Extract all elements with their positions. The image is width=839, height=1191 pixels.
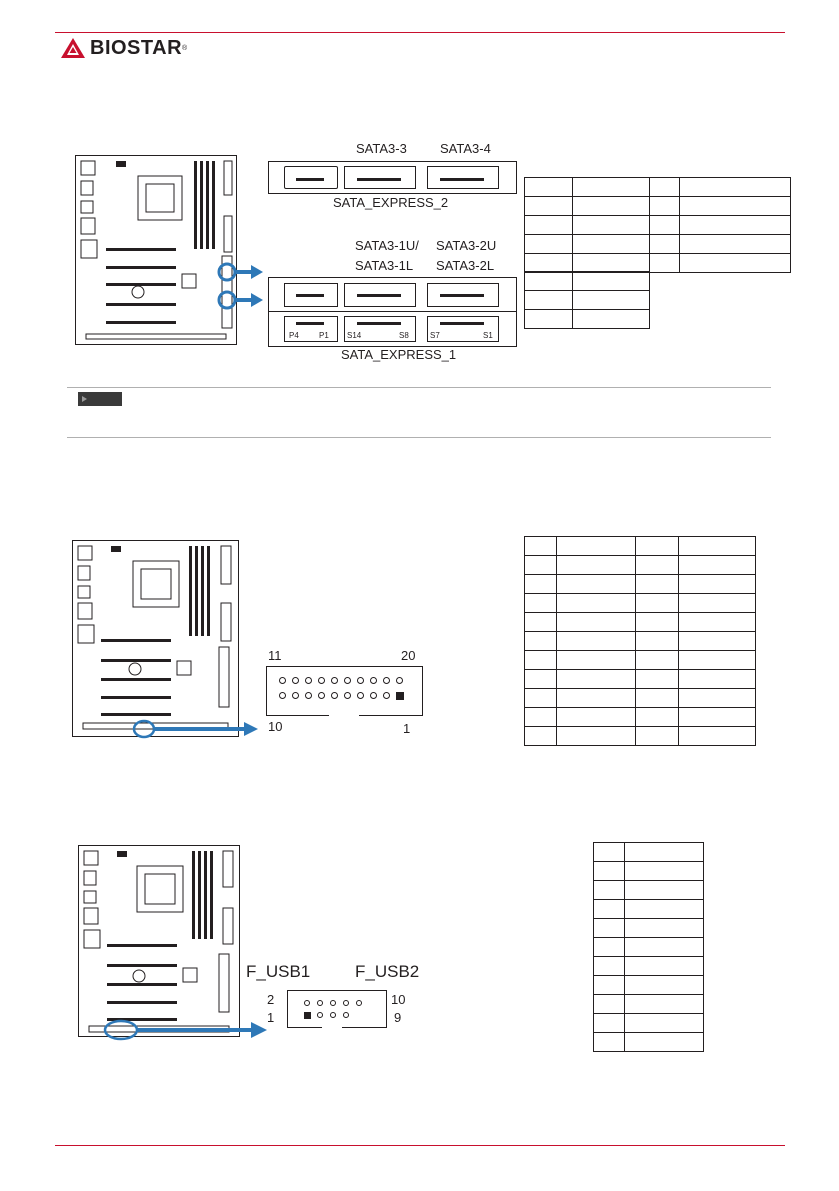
header-pin <box>318 692 325 699</box>
label-f-usb1: F_USB1 <box>246 962 311 981</box>
pin-1-marker <box>396 692 404 700</box>
usb-arrow <box>103 1018 271 1046</box>
usb-label-2: 2 <box>267 992 275 1007</box>
sata-express-1-connector <box>268 277 517 347</box>
brand-name: BIOSTAR <box>90 36 183 59</box>
label-sata-express-2: SATA_EXPRESS_2 <box>333 195 449 210</box>
usb-label-9: 9 <box>394 1010 402 1025</box>
header-pin <box>305 677 312 684</box>
header-pin <box>383 692 390 699</box>
header20-label-1: 1 <box>403 721 411 736</box>
usb-label-10: 10 <box>391 992 406 1007</box>
motherboard-thumbnail-3 <box>78 845 240 1037</box>
pin-label-p4: P4 <box>289 331 299 340</box>
header20-pin-table <box>524 536 756 746</box>
usb-pin <box>317 1012 323 1018</box>
label-sata3-1l: SATA3-1L <box>355 258 414 273</box>
motherboard-thumbnail-1 <box>75 155 237 345</box>
header-pin <box>357 677 364 684</box>
header-pin <box>370 692 377 699</box>
header20-label-11: 11 <box>268 648 282 663</box>
note-bottom-rule <box>67 437 771 438</box>
brand-reg: ® <box>182 44 188 52</box>
sata-pin-table-continued <box>524 271 650 329</box>
header-rule <box>55 32 785 33</box>
header-pin <box>344 692 351 699</box>
sata-arrows <box>215 262 265 310</box>
header20-label-10: 10 <box>268 719 283 734</box>
pin-label-s8: S8 <box>399 331 409 340</box>
usb-pin <box>330 1000 336 1006</box>
header-pin <box>344 677 351 684</box>
header-pin <box>292 677 299 684</box>
header-pin <box>357 692 364 699</box>
pin-label-s7: S7 <box>430 331 440 340</box>
header-pin <box>279 677 286 684</box>
motherboard-thumbnail-2 <box>72 540 239 737</box>
usb-pin <box>304 1000 310 1006</box>
usb-pin <box>330 1012 336 1018</box>
pin-label-p1: P1 <box>319 331 329 340</box>
header-pin <box>383 677 390 684</box>
pin-label-s14: S14 <box>347 331 362 340</box>
header-pin <box>279 692 286 699</box>
usb-pin-1-marker <box>304 1012 311 1019</box>
header-pin <box>305 692 312 699</box>
label-sata3-4: SATA3-4 <box>440 141 491 156</box>
header-pin <box>331 692 338 699</box>
header-pin <box>396 677 403 684</box>
header-pin <box>331 677 338 684</box>
usb-pin <box>317 1000 323 1006</box>
pin-label-s1: S1 <box>483 331 493 340</box>
header20-arrow <box>132 718 262 740</box>
usb-header-connector <box>287 990 387 1028</box>
header-pin <box>292 692 299 699</box>
label-sata3-3: SATA3-3 <box>356 141 407 156</box>
header-pin <box>318 677 325 684</box>
header20-connector <box>266 666 423 716</box>
biostar-logo-mark <box>60 37 86 59</box>
header20-label-20: 20 <box>401 648 416 663</box>
usb-pin <box>343 1012 349 1018</box>
label-sata3-2u: SATA3-2U <box>436 238 497 253</box>
note-top-rule <box>67 387 771 388</box>
footer-rule <box>55 1145 785 1146</box>
sata-pin-table <box>524 177 791 273</box>
label-sata-express-1: SATA_EXPRESS_1 <box>341 347 457 362</box>
header-pin <box>370 677 377 684</box>
label-sata3-1u: SATA3-1U/ <box>355 238 419 253</box>
label-f-usb2: F_USB2 <box>355 962 420 981</box>
usb-pin-table <box>593 842 704 1052</box>
note-tag <box>78 392 122 406</box>
usb-pin <box>343 1000 349 1006</box>
biostar-logo <box>60 36 187 60</box>
usb-pin <box>356 1000 362 1006</box>
sata-express-2-connector <box>268 161 517 194</box>
usb-label-1: 1 <box>267 1010 275 1025</box>
label-sata3-2l: SATA3-2L <box>436 258 495 273</box>
